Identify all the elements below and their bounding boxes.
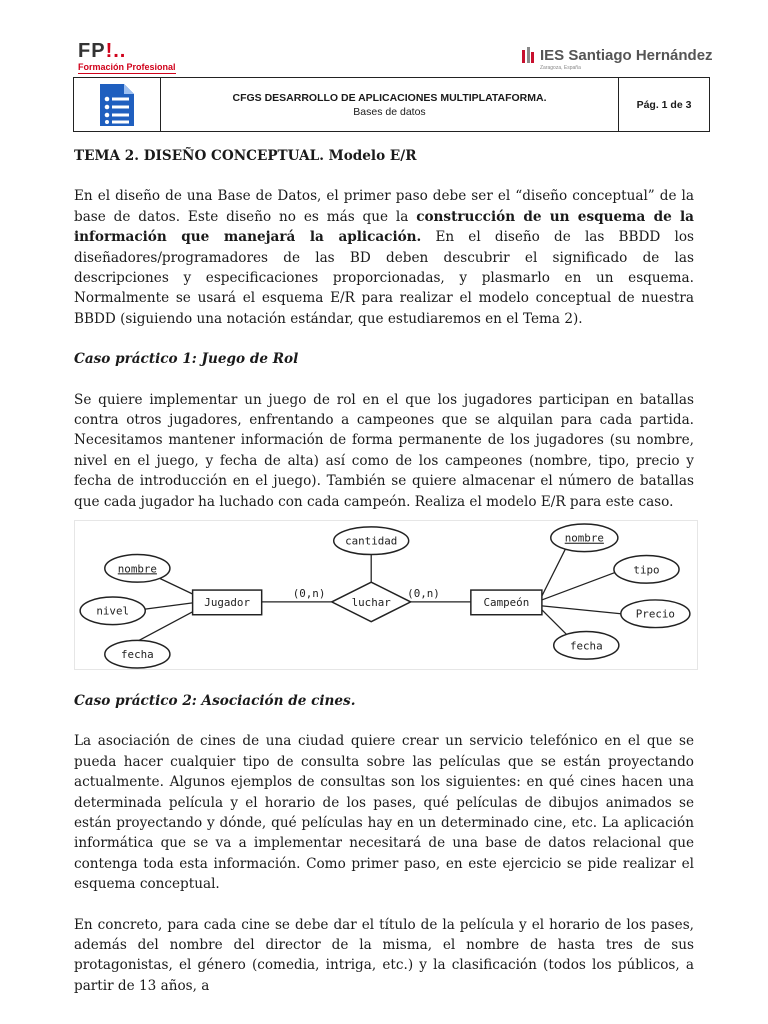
label-jugador: Jugador bbox=[204, 595, 250, 609]
intro-text-1: En el diseño de una Base de Datos, el primer paso debe ser el “diseño conceptual” de la base de datos. Este diseño no es más que la bbox=[74, 188, 694, 225]
school-logo bbox=[520, 45, 713, 75]
fp-logo-subtitle: Formación Profesional bbox=[78, 62, 176, 72]
label-cantidad: cantidad bbox=[345, 534, 398, 548]
fp-logo-text: FP bbox=[78, 40, 106, 62]
course-title-cell bbox=[161, 78, 619, 131]
case2-heading: Caso práctico 2: Asociación de cines. bbox=[74, 693, 356, 709]
cardinality-left: (0,n) bbox=[292, 586, 326, 600]
school-emblem-icon bbox=[520, 47, 536, 65]
header-table bbox=[73, 77, 710, 132]
school-name: IES Santiago Hernández bbox=[540, 47, 713, 64]
intro-text-2: En el diseño de las BBDD los diseñadores/programadores de las BD deben descubrir el significado de las descripciones y especificaciones proporcionadas, y plasmarlo en un esquema. Normalmente se usará el esquema E/R para realizar el modelo conceptual de nuestra BBDD (siguiendo una notación estándar, que estudiaremos en el Tema 2). bbox=[74, 229, 694, 327]
document-body bbox=[74, 146, 694, 512]
school-city: Zaragoza, España bbox=[540, 65, 581, 71]
er-diagram-svg bbox=[75, 521, 697, 669]
intro-paragraph bbox=[74, 186, 694, 329]
case2-section bbox=[74, 691, 694, 996]
label-luchar: luchar bbox=[351, 595, 391, 609]
label-nombre-jugador: nombre bbox=[117, 562, 157, 576]
er-diagram bbox=[74, 520, 698, 670]
page-number: Pág. 1 de 3 bbox=[636, 98, 692, 111]
course-subject: Bases de datos bbox=[353, 105, 426, 118]
label-fecha-jugador: fecha bbox=[121, 648, 154, 662]
case2-paragraph-1: La asociación de cines de una ciudad quiere crear un servicio telefónico en el que se pueda hacer cualquier tipo de consulta sobre las películas que se están proyectando actualmente. Algunos ejemplos de consultas son los siguientes: en qué cines hacen una determinada película y el horario de los pases, qué películas de dibujos animados se están proyectando y dónde, qué películas hay en un determinado cine, etc. La aplicación informática que se va a implementar necesitará de una base de datos relacional que contenga toda esta información. Como primer paso, en este ejercicio se pide realizar el esquema conceptual. bbox=[74, 733, 694, 893]
course-title: CFGS DESARROLLO DE APLICACIONES MULTIPLATAFORMA. bbox=[232, 91, 547, 104]
fp-logo-mark: !.. bbox=[105, 40, 127, 62]
intro-text-bold: construcción de un esquema de la información que manejará la aplicación. bbox=[74, 208, 694, 246]
label-campeon: Campeón bbox=[483, 595, 530, 609]
fp-logo bbox=[78, 40, 178, 76]
case2-paragraph-2: En concreto, para cada cine se debe dar el título de la película y el horario de los pases, además del nombre del director de la misma, el nombre de hasta tres de sus protagonistas, el género (comedia, intriga, etc.) y la clasificación (todos los públicos, a partir de 13 años, a bbox=[74, 916, 694, 994]
label-fecha-campeon: fecha bbox=[569, 639, 603, 653]
case1-heading: Caso práctico 1: Juego de Rol bbox=[74, 351, 299, 368]
cardinality-right: (0,n) bbox=[407, 586, 440, 600]
document-title: TEMA 2. DISEÑO CONCEPTUAL. Modelo E/R bbox=[74, 148, 417, 164]
header-icon-cell bbox=[74, 78, 161, 131]
case1-paragraph: Se quiere implementar un juego de rol en el que los jugadores participan en batallas contra otros jugadores, enfrentando a campeones que se alquilan para cada partida. Necesitamos mantener información de forma permanente de los jugadores (su nombre, nivel en el juego, y fecha de alta) así como de los campeones (nombre, tipo, precio y fecha de introducción en el juego). También se quiere almacenar el número de batallas que cada jugador ha luchado con cada campeón. Realiza el modelo E/R para este caso. bbox=[74, 391, 694, 510]
label-nombre-campeon: nombre bbox=[564, 531, 604, 545]
document-list-icon bbox=[98, 82, 136, 128]
label-tipo: tipo bbox=[633, 563, 660, 577]
label-precio: Precio bbox=[635, 607, 675, 621]
label-nivel: nivel bbox=[96, 604, 130, 618]
